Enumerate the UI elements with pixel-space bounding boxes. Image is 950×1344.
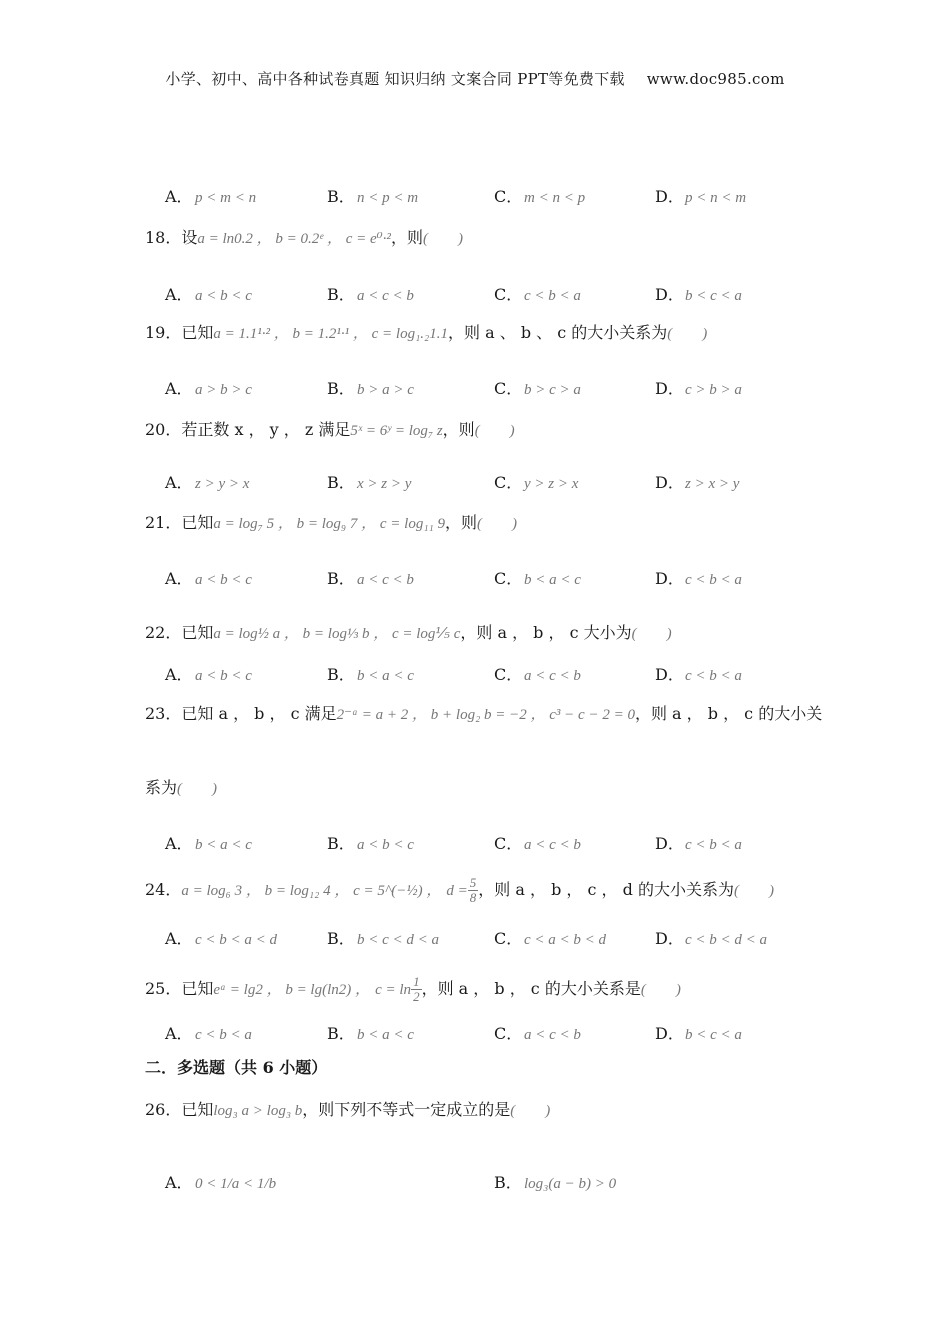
option-c: C． m < n < p [494,187,586,206]
option-a: A． a < b < c [165,665,252,684]
option-b: B． a < b < c [327,834,414,853]
option-c: C． a < c < b [494,1024,581,1043]
option-d: D．p < n < m [655,187,747,206]
option-a: A． p < m < n [165,187,257,206]
option-b: B． a < c < b [327,569,414,588]
option-a: A． c < b < a [165,1024,252,1043]
option-d: D．c < b < a [655,834,742,853]
option-d: D．b < c < a [655,1024,742,1043]
option-b: B． b > a > c [327,379,414,398]
q22-options [165,662,865,688]
option-a: A． a < b < c [165,569,252,588]
question-24: 24．a = log₆ 3 ， b = log₁₂ 4 ， c = 5^(−½) ， d = $\frac{5}{8}$ ，则 a ， b ， c ， d 的大小关系为( ) [145,875,774,905]
option-b: B． n < p < m [327,187,419,206]
option-a: A． z > y > x [165,473,250,492]
fraction: $\frac{1}{2}$ [413,974,420,1004]
option-d: D．c < b < d < a [655,929,768,948]
q19-options [165,376,865,402]
option-b: B． a < c < b [327,285,414,304]
option-b: B． log₃(a − b) > 0 [494,1173,617,1192]
question-21: 21．已知a = log₇ 5 ， b = log₉ 7 ， c = log₁₁ 9，则( ) [145,513,518,532]
question-22: 22．已知a = log½ a ， b = log⅓ b ， c = log⅕ c，则 a ， b ， c 大小为( ) [145,623,672,642]
question-18: 18．设a = ln0.2 ， b = 0.2ᵉ ， c = e⁰·²，则( ) [145,228,463,247]
option-b: B． b < c < d < a [327,929,440,948]
q23-options [165,831,865,857]
option-d: D．c > b > a [655,379,742,398]
option-c: C． b > c > a [494,379,581,398]
option-c: C． c < b < a [494,285,581,304]
question-23-line2: 系为( ) [145,778,218,797]
q26-options [165,1170,865,1196]
question-25: 25．已知eᵃ = lg2 ， b = lg(ln2) ， c = ln $\frac{1}{2}$ ，则 a ， b ， c 的大小关系是( ) [145,974,681,1004]
fraction: $\frac{5}{8}$ [469,875,477,905]
option-a: A． a < b < c [165,285,252,304]
question-26: 26．已知log₃ a > log₃ b，则下列不等式一定成立的是( ) [145,1100,551,1119]
page-header [0,68,950,89]
q25-options [165,1021,865,1047]
option-c: C． a < c < b [494,665,581,684]
q24-options [165,926,865,952]
header-site: www.doc985.com [646,70,785,88]
option-a: A． a > b > c [165,379,252,398]
option-b: B． b < a < c [327,665,414,684]
question-20: 20．若正数 x ， y ， z 满足5ˣ = 6ʸ = log₇ z，则( ) [145,420,515,439]
option-d: D．b < c < a [655,285,742,304]
option-d: D．z > x > y [655,473,740,492]
option-b: B． x > z > y [327,473,412,492]
option-b: B． b < a < c [327,1024,414,1043]
q21-options [165,566,865,592]
q18-options [165,282,865,308]
option-c: C． c < a < b < d [494,929,607,948]
option-a: A． 0 < 1/a < 1/b [165,1173,277,1192]
option-a: A． c < b < a < d [165,929,278,948]
option-a: A． b < a < c [165,834,252,853]
header-text: 小学、初中、高中各种试卷真题 知识归纳 文案合同 PPT等免费下载 [165,70,625,88]
question-23: 23．已知 a ， b ， c 满足2⁻ᵃ = a + 2 ， b + log₂ b = −2 ， c³ − c − 2 = 0，则 a ， b ， c 的大小关 [145,704,823,723]
q17-options [165,184,865,210]
section-heading: 二．多选题（共 6 小题） [145,1058,328,1077]
q20-options [165,470,865,496]
option-c: C． y > z > x [494,473,579,492]
option-c: C． b < a < c [494,569,581,588]
option-d: D．c < b < a [655,569,742,588]
question-19: 19．已知a = 1.1¹·² ， b = 1.2¹·¹ ， c = log₁.₂1.1，则 a 、 b 、 c 的大小关系为( ) [145,323,708,342]
option-d: D．c < b < a [655,665,742,684]
option-c: C． a < c < b [494,834,581,853]
